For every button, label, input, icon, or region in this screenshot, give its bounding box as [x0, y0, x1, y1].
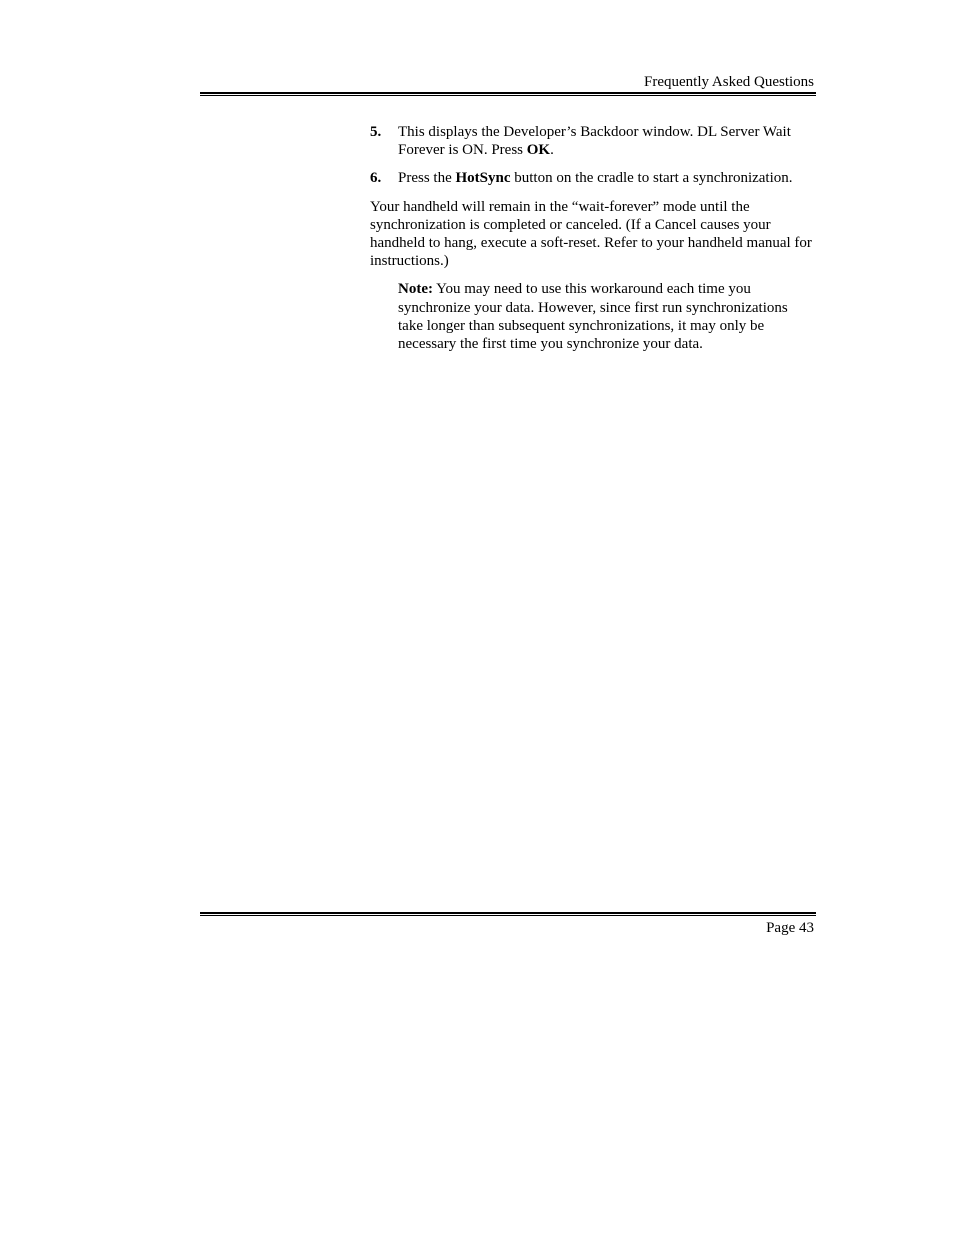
step-text-part: . — [550, 142, 554, 159]
ok-button-reference: OK — [526, 142, 551, 159]
step-text-part: Press the — [398, 170, 456, 187]
note-label: Note: — [398, 281, 433, 298]
page-content — [370, 123, 816, 363]
step-6 — [370, 169, 816, 187]
step-number: 5. — [370, 124, 382, 140]
running-header-title: Frequently Asked Questions — [644, 74, 814, 90]
hotsync-button-reference: HotSync — [455, 170, 511, 187]
step-text-part: This displays the Developer’s Backdoor window. DL Server Wait Forever is ON. Press — [398, 124, 791, 159]
footer-rule — [200, 912, 816, 916]
step-text — [398, 123, 816, 159]
note-text: You may need to use this workaround each time you synchronize your data. However, since first run synchronizations take longer than subsequent synchronizations, it may only be necessary the first time you synchronize your data. — [398, 281, 788, 353]
note-block — [398, 280, 816, 353]
body-paragraph: Your handheld will remain in the “wait-forever” mode until the synchronization is completed or canceled. (If a Cancel causes your handheld to hang, execute a soft-reset. Refer to your handheld manual for instructions.) — [370, 198, 812, 270]
step-number: 6. — [370, 170, 382, 187]
step-text — [398, 169, 816, 187]
step-5 — [370, 123, 816, 159]
header-rule — [200, 92, 816, 96]
page-number: Page 43 — [766, 920, 814, 936]
step-text-part: button on the cradle to start a synchronization. — [510, 170, 793, 187]
